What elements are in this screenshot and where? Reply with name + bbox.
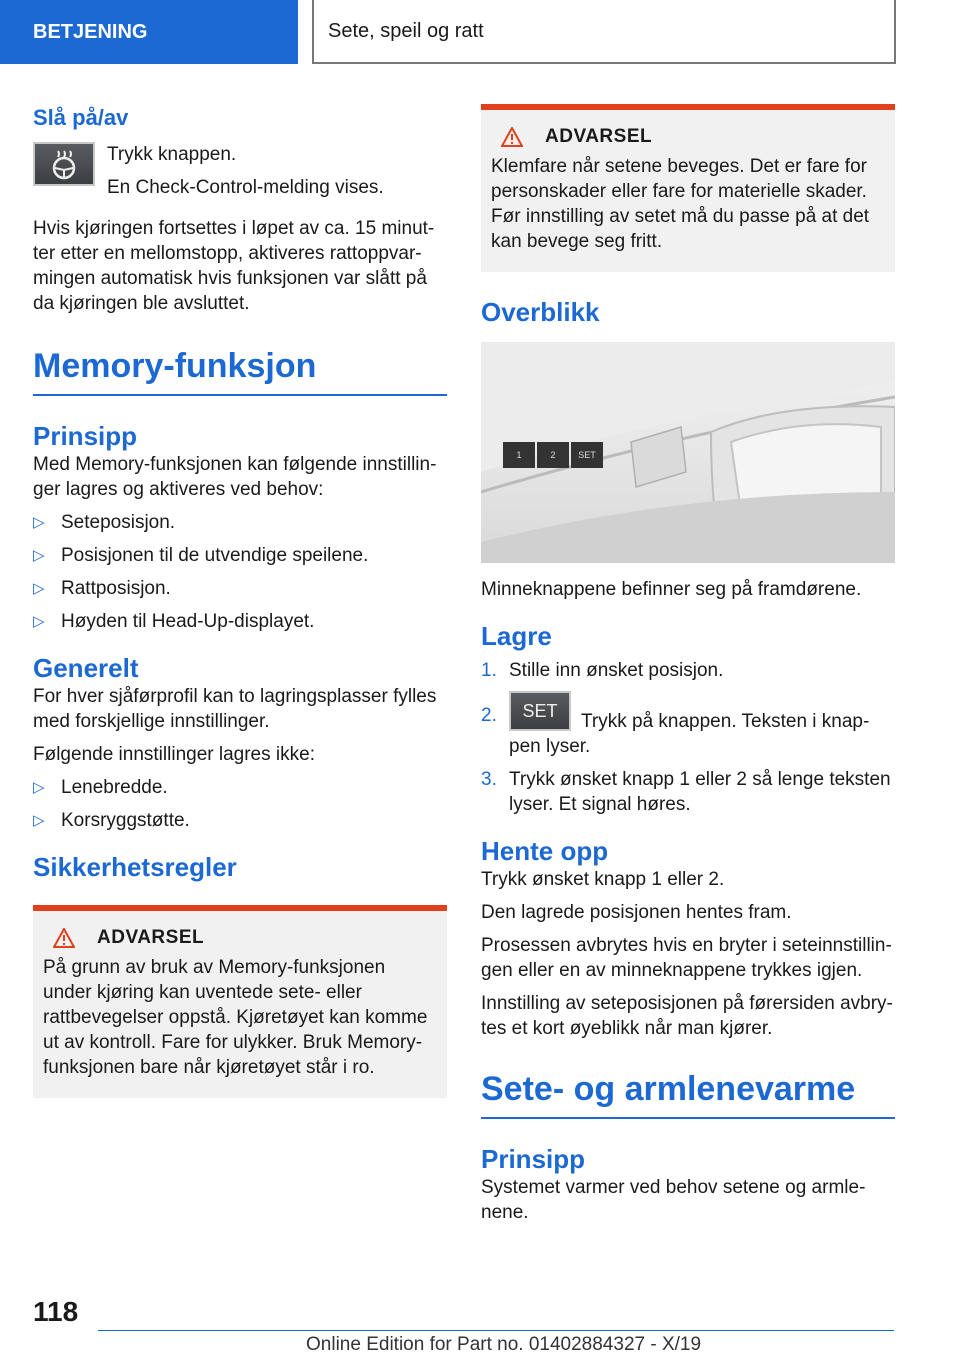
warning-title: ADVARSEL	[491, 126, 885, 148]
header-section-label: BETJENING	[33, 20, 148, 43]
warning-triangle-icon	[53, 928, 75, 948]
sikkerhet-heading: Sikkerhetsregler	[33, 852, 237, 882]
footer-rule	[98, 1330, 894, 1331]
onoff-paragraph: Hvis kjøringen fortsettes i løpet av ca. 15 minut-ter etter en mellomstopp, aktiveres rattoppvar-mingen automatisk hvis funksjonen var slått på da kjøringen ble avsluttet.	[33, 218, 435, 314]
header-chapter-label: Sete, speil og ratt	[328, 19, 484, 42]
hente-paragraph-3: Prosessen avbrytes hvis en bryter i seteinnstillin-gen eller en av minneknappene trykkes igjen.	[481, 935, 892, 981]
footer-edition: Online Edition for Part no. 01402884327 - X/19	[306, 1334, 702, 1355]
right-column	[481, 104, 895, 1233]
warning-triangle-icon	[501, 127, 523, 147]
memory-heading-rule	[33, 394, 447, 396]
generelt-paragraph-2: Følgende innstillinger lagres ikke:	[33, 744, 315, 765]
hente-paragraph-2: Den lagrede posisjonen hentes fram.	[481, 902, 792, 923]
list-item: ▷ Lenebredde.	[33, 777, 168, 798]
list-item: ▷ Seteposisjon.	[33, 512, 176, 533]
left-column	[33, 104, 447, 1098]
list-item: 2. SET Trykk på knappen. Teksten i knap-pen lyser.	[481, 691, 895, 759]
header-chapter-tab	[312, 0, 896, 64]
list-item: 1. Stille inn ønsket posisjon.	[481, 660, 724, 681]
hente-paragraph-4: Innstilling av seteposisjonen på førersiden avbry-tes et kort øyeblikk når man kjører.	[481, 993, 893, 1039]
prinsipp-heading-2: Prinsipp	[481, 1144, 586, 1174]
armlene-heading-rule	[481, 1117, 895, 1119]
list-item: ▷ Rattposisjon.	[33, 578, 171, 599]
overblikk-heading: Overblikk	[481, 297, 600, 327]
warning-text: På grunn av bruk av Memory-funksjonen under kjøring kan uventede sete- eller rattbevegelser oppstå. Kjøretøyet kan komme ut av kontroll. Fare for ulykker. Bruk Memory-funksjonen bare når kjøretøyet står i ro.	[43, 957, 428, 1078]
list-item: ▷ Høyden til Head-Up-displayet.	[33, 611, 315, 632]
generelt-heading: Generelt	[33, 653, 139, 683]
memory-heading: Memory-funksjon	[33, 347, 317, 385]
list-item: 3. Trykk ønsket knapp 1 eller 2 så lenge teksten lyser. Et signal høres.	[481, 769, 891, 815]
list-item: ▷ Posisjonen til de utvendige speilene.	[33, 545, 369, 566]
prinsipp-paragraph: Med Memory-funksjonen kan følgende innstillin-ger lagres og aktiveres ved behov:	[33, 454, 437, 500]
heated-steering-button-icon	[33, 142, 95, 186]
set-button-icon: SET	[571, 442, 603, 468]
armlene-heading: Sete- og armlenevarme	[481, 1070, 856, 1108]
page-number: 118	[33, 1296, 79, 1327]
warning-title: ADVARSEL	[43, 927, 437, 949]
prinsipp-heading: Prinsipp	[33, 421, 138, 451]
set-button-icon: SET	[509, 691, 571, 731]
onoff-line-1: Trykk knappen.	[107, 144, 237, 165]
warning-box	[481, 104, 895, 272]
generelt-paragraph-1: For hver sjåførprofil kan to lagringsplasser fylles med forskjellige innstillinger.	[33, 686, 437, 732]
memory-button-1-icon: 1	[503, 442, 535, 468]
onoff-heading: Slå på/av	[33, 105, 129, 130]
photo-caption: Minneknappene befinner seg på framdørene.	[481, 579, 862, 600]
onoff-line-2: En Check-Control-melding vises.	[107, 177, 384, 198]
lagre-heading: Lagre	[481, 621, 552, 651]
door-buttons-photo	[481, 342, 895, 563]
steering-heat-icon	[46, 148, 82, 180]
list-item: ▷ Korsryggstøtte.	[33, 810, 190, 831]
hente-paragraph-1: Trykk ønsket knapp 1 eller 2.	[481, 869, 725, 890]
memory-button-2-icon: 2	[537, 442, 569, 468]
hente-heading: Hente opp	[481, 836, 609, 866]
memory-button-row	[503, 442, 603, 468]
header-section-tab	[0, 0, 298, 64]
warning-text: Klemfare når setene beveges. Det er fare for personskader eller fare for materielle skader. Før innstilling av setet må du passe på at det kan bevege seg fritt.	[491, 156, 870, 252]
warning-box	[33, 905, 447, 1098]
prinsipp-paragraph-2: Systemet varmer ved behov setene og armle-nene.	[481, 1177, 866, 1223]
onoff-block	[33, 142, 447, 208]
